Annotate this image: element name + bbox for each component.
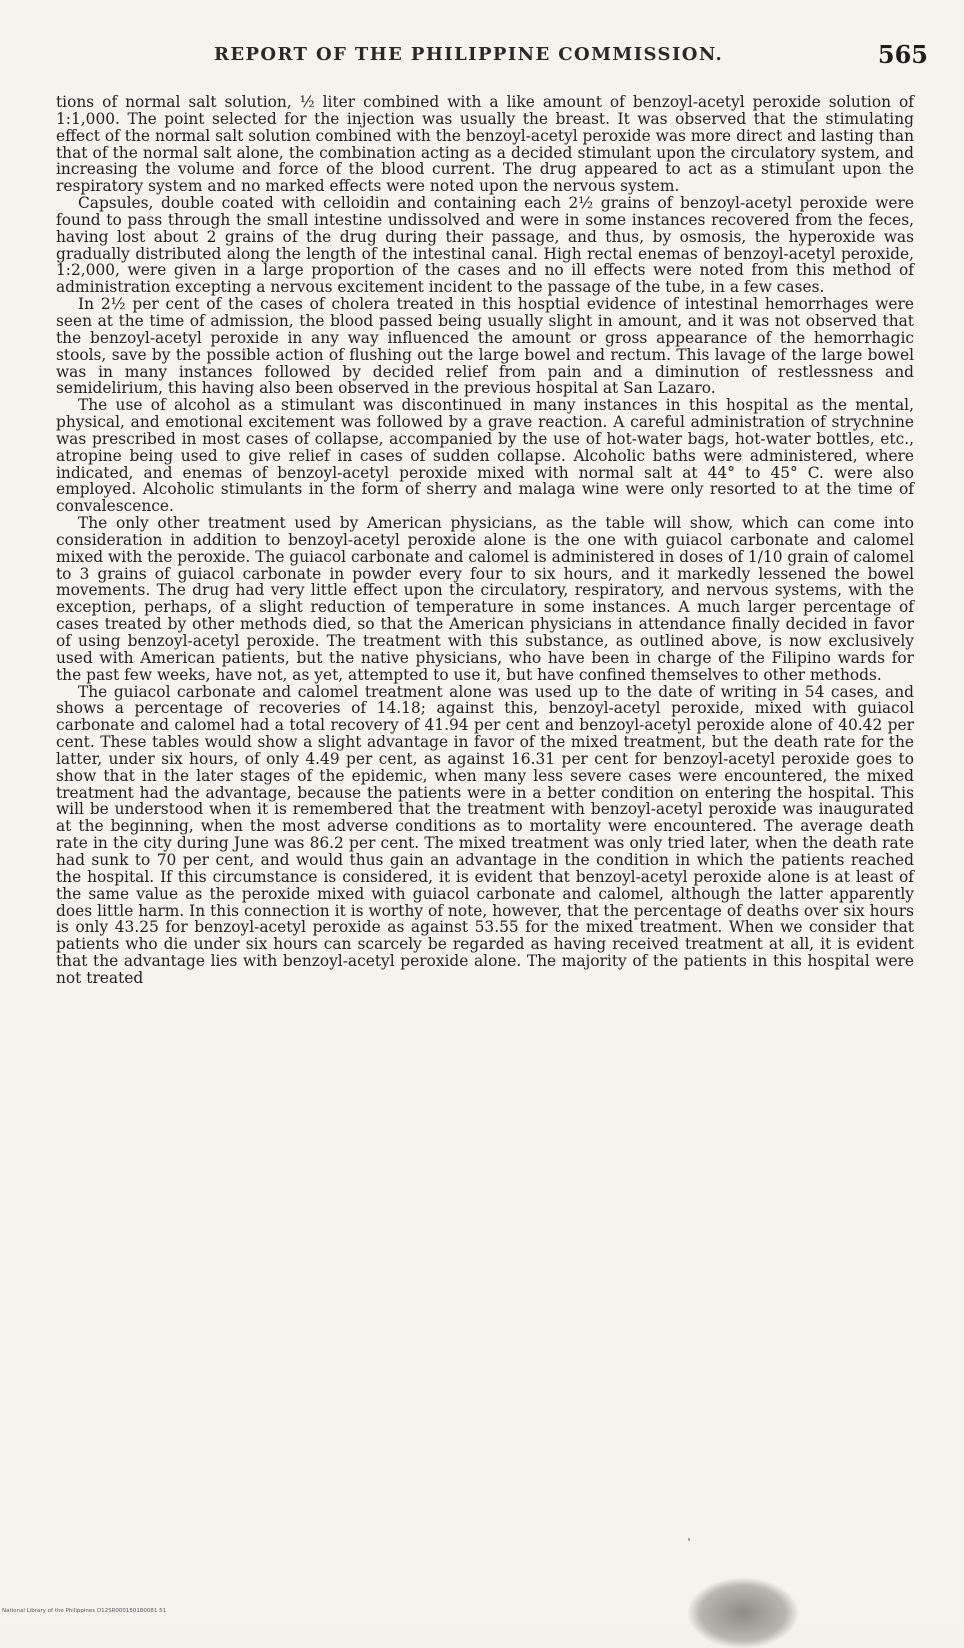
paragraph-2: Capsules, double coated with celloidin and containing each 2½ grains of benzoyl-acetyl peroxide were found to pass through the small intestine undissolved and were in some instances recovered from the feces, having lost about 2 grains of the drug during their passage, and thus, by osmosis, the hyperoxide was gradually distributed along the length of the intestinal canal. High rectal enemas of benzoyl-acetyl peroxide, 1:2,000, were given in a large proportion of the cases and no ill effects were noted from this method of administration excepting a nervous excitement incident to the passage of the tube, in a few cases. [56, 194, 914, 297]
page-number: 565 [877, 40, 928, 69]
running-title: REPORT OF THE PHILIPPINE COMMISSION. [214, 44, 724, 65]
scan-speck [688, 1538, 690, 1541]
page-header [52, 40, 928, 80]
paragraph-3: In 2½ per cent of the cases of cholera treated in this hosptial evidence of intestinal hemorrhages were seen at the time of admission, the blood passed being usually slight in amount, and it was not observed that the benzoyl-acetyl peroxide in any way influenced the amount or gross appearance of the hemorrhagic stools, save by the possible action of flushing out the large bowel and rectum. This lavage of the large bowel was in many instances followed by decided relief from pain and a diminution of restlessness and semidelirium, this having also been observed in the previous hospital at San Lazaro. [56, 295, 914, 398]
body-text [56, 94, 914, 987]
paragraph-4: The use of alcohol as a stimulant was discontinued in many instances in this hospital as the mental, physical, and emotional excitement was followed by a grave reaction. A careful administration of strychnine was prescribed in most cases of collapse, accompanied by the use of hot-water bags, hot-water bottles, etc., atropine being used to give relief in cases of sudden collapse. Alcoholic baths were administered, where indicated, and enemas of benzoyl-acetyl peroxide mixed with normal salt at 44° to 45° C. were also employed. Alcoholic stimulants in the form of sherry and malaga wine were only resorted to at the time of convalescence. [56, 396, 914, 516]
paragraph-6: The guiacol carbonate and calomel treatment alone was used up to the date of writing in 54 cases, and shows a percentage of recoveries of 14.18; against this, benzoyl-acetyl peroxide, mixed with guiacol carbonate and calomel had a total recovery of 41.94 per cent and benzoyl-acetyl peroxide alone of 40.42 per cent. These tables would show a slight advantage in favor of the mixed treatment, but the death rate for the latter, under six hours, of only 4.49 per cent, as against 16.31 per cent for benzoyl-acetyl peroxide goes to show that in the later stages of the epidemic, when many less severe cases were encountered, the mixed treatment had the advantage, because the patients were in a better condition on entering the hospital. This will be understood when it is remembered that the treatment with benzoyl-acetyl peroxide was inaugurated at the beginning, when the most adverse conditions as to mortality were encountered. The average death rate in the city during June was 86.2 per cent. The mixed treatment was only tried later, when the death rate had sunk to 70 per cent, and would thus gain an advantage in the condition in which the patients reached the hospital. If this circumstance is considered, it is evident that benzoyl-acetyl peroxide alone is at least of the same value as the peroxide mixed with guiacol carbonate and calomel, although the latter apparently does little harm. In this connection it is worthy of note, however, that the percentage of deaths over six hours is only 43.25 for benzoyl-acetyl peroxide as against 53.55 for the mixed treatment. When we consider that patients who die under six hours can scarcely be regarded as having received treatment at all, it is evident that the advantage lies with benzoyl-acetyl peroxide alone. The majority of the patients in this hospital were not treated [56, 682, 914, 987]
scan-thumb-shadow [688, 1578, 798, 1648]
scan-footer-caption: National Library of the Philippines D12SR000150180081 51 [2, 1608, 167, 1614]
paragraph-5: The only other treatment used by American physicians, as the table will show, which can come into consideration in addition to benzoyl-acetyl peroxide alone is the one with guiacol carbonate and calomel mixed with the peroxide. The guiacol carbonate and calomel is administered in doses of 1/10 grain of calomel to 3 grains of guiacol carbonate in powder every four to six hours, and it markedly lessened the bowel movements. The drug had very little effect upon the circulatory, respiratory, and nervous systems, with the exception, perhaps, of a slight reduction of temperature in some instances. A much larger percentage of cases treated by other methods died, so that the American physicians in attendance finally decided in favor of using benzoyl-acetyl peroxide. The treatment with this substance, as outlined above, is now exclusively used with American patients, but the native physicians, who have been in charge of the Filipino wards for the past few weeks, have not, as yet, attempted to use it, but have confined themselves to other methods. [56, 514, 914, 684]
paragraph-1: tions of normal salt solution, ½ liter combined with a like amount of benzoyl-acetyl peroxide solution of 1:1,000. The point selected for the injection was usually the breast. It was observed that the stimulating effect of the normal salt solution combined with the benzoyl-acetyl peroxide was more direct and lasting than that of the normal salt alone, the combination acting as a decided stimulant upon the circulatory system, and increasing the volume and force of the blood current. The drug appeared to act as a stimulant upon the respiratory system and no marked effects were noted upon the nervous system. [56, 93, 914, 196]
